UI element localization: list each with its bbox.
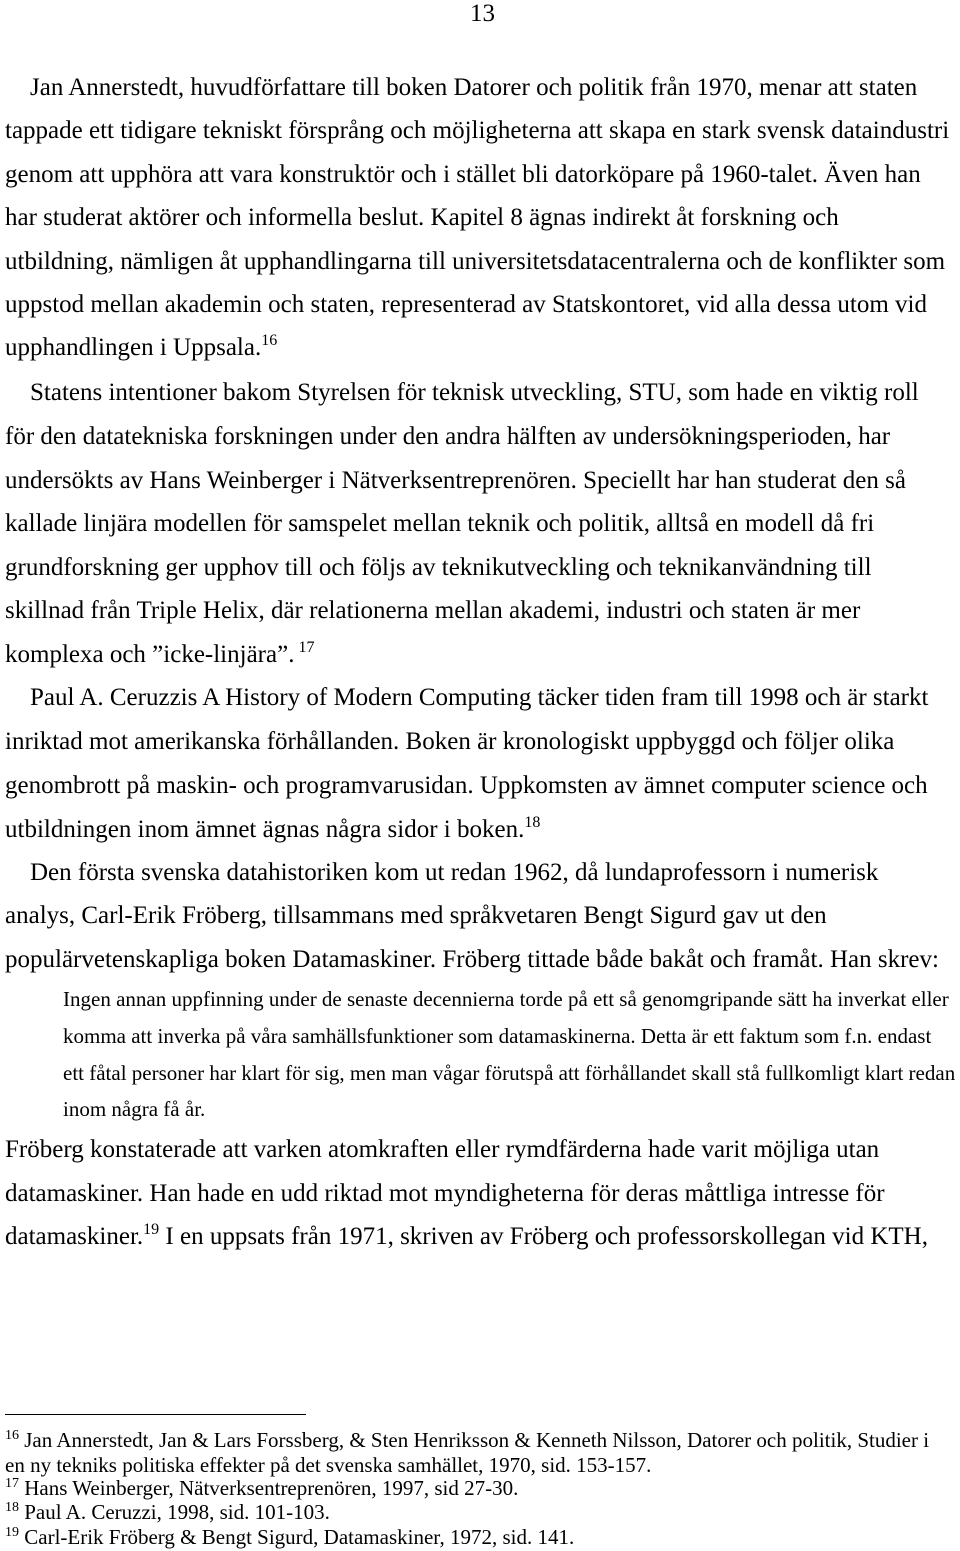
text-line (5, 815, 540, 848)
footnote-ref: 18 (524, 814, 541, 831)
text-line: uppstod mellan akademin och staten, representerad av Statskontoret, vid alla dessa utom vid (5, 291, 927, 318)
text-line: för den datatekniska forskningen under den andra hälften av undersökningsperioden, har (5, 423, 891, 450)
quote-line: komma att inverka på våra samhällsfunktioner som datamaskinerna. Detta är ett faktum som f.n. endast (63, 1024, 932, 1048)
quote-line: Ingen annan uppfinning under de senaste decennierna torde på ett så genomgripande sätt ha inverkat eller (63, 987, 949, 1011)
text-line: inriktad mot amerikanska förhållanden. Boken är kronologiskt uppbyggd och följer olika (5, 728, 895, 755)
footnote-number: 19 (5, 1525, 19, 1540)
text-line: tappade ett tidigare tekniskt försprång och möjligheterna att skapa en stark svensk dataindustri (5, 117, 950, 144)
text-line (5, 333, 277, 366)
text-line: Den första svenska datahistoriken kom ut redan 1962, då lundaprofessorn i numerisk (30, 859, 879, 886)
page-number: 13 (470, 0, 495, 27)
text-line: Jan Annerstedt, huvudförfattare till boken Datorer och politik från 1970, menar att staten (30, 74, 918, 101)
footnote-separator (5, 1414, 306, 1415)
footnote-number: 18 (5, 1500, 19, 1515)
text-line: datamaskiner. Han hade en udd riktad mot myndigheterna för deras måttliga intresse för (5, 1180, 885, 1207)
text-line: genom att upphöra att vara konstruktör och i stället bli datorköpare på 1960-talet. Även han (5, 161, 921, 188)
footnote-text: Carl-Erik Fröberg & Bengt Sigurd, Datamaskiner, 1972, sid. 141. (24, 1525, 575, 1549)
line-text: utbildningen inom ämnet ägnas några sidor i boken. (5, 816, 525, 843)
text-line (5, 1222, 928, 1255)
line-text: datamaskiner. (5, 1223, 144, 1250)
footnote-ref: 19 (143, 1221, 160, 1238)
footnote-number: 16 (5, 1428, 19, 1443)
text-line: undersökts av Hans Weinberger i Nätverksentreprenören. Speciellt har han studerat den så (5, 467, 906, 494)
footnote-text: Hans Weinberger, Nätverksentreprenören, 1997, sid 27-30. (24, 1476, 519, 1500)
line-text: upphandlingen i Uppsala. (5, 334, 262, 361)
text-line: Paul A. Ceruzzis A History of Modern Computing täcker tiden fram till 1998 och är starkt (30, 684, 929, 711)
text-line: Statens intentioner bakom Styrelsen för teknisk utveckling, STU, som hade en viktig roll (30, 379, 919, 406)
line-text: komplexa och ”icke-linjära”. (5, 641, 295, 668)
text-line: genombrott på maskin- och programvarusidan. Uppkomsten av ämnet computer science och (5, 772, 928, 799)
footnote (5, 1525, 574, 1551)
text-line: analys, Carl-Erik Fröberg, tillsammans med språkvetaren Bengt Sigurd gav ut den (5, 902, 827, 929)
text-line: skillnad från Triple Helix, där relationerna mellan akademi, industri och staten är mer (5, 597, 861, 624)
text-line: utbildning, nämligen åt upphandlingarna till universitetsdatacentralerna och de konflikter som (5, 248, 946, 275)
footnote (5, 1500, 330, 1528)
quote-line: ett fåtal personer har klart för sig, men man vågar förutspå att förhållandet skall stå fullkomligt klart redan (63, 1061, 956, 1085)
footnote-ref: 17 (298, 639, 315, 656)
text-line: grundforskning ger upphov till och följs av teknikutveckling och teknikanvändning till (5, 554, 872, 581)
quote-line: inom några få år. (63, 1097, 206, 1121)
text-line: kallade linjära modellen för samspelet mellan teknik och politik, alltså en modell då fri (5, 510, 875, 537)
footnote-continuation: en ny tekniks politiska effekter på det svenska samhället, 1970, sid. 153-157. (5, 1453, 652, 1477)
line-text: I en uppsats från 1971, skriven av Fröberg och professorskollegan vid KTH, (159, 1223, 928, 1250)
footnote-text: Jan Annerstedt, Jan & Lars Forssberg, & Sten Henriksson & Kenneth Nilsson, Datorer och politik, Studier i (24, 1428, 930, 1452)
text-line (5, 640, 314, 673)
footnote-number: 17 (5, 1476, 19, 1491)
footnote-ref: 16 (261, 332, 278, 349)
text-line: Fröberg konstaterade att varken atomkraften eller rymdfärderna hade varit möjliga utan (5, 1136, 880, 1163)
footnote-text: Paul A. Ceruzzi, 1998, sid. 101-103. (24, 1500, 330, 1524)
text-line: har studerat aktörer och informella beslut. Kapitel 8 ägnas indirekt åt forskning och (5, 204, 839, 231)
footnote (5, 1428, 929, 1456)
text-line: populärvetenskapliga boken Datamaskiner. Fröberg tittade både bakåt och framåt. Han skrev: (5, 946, 939, 973)
